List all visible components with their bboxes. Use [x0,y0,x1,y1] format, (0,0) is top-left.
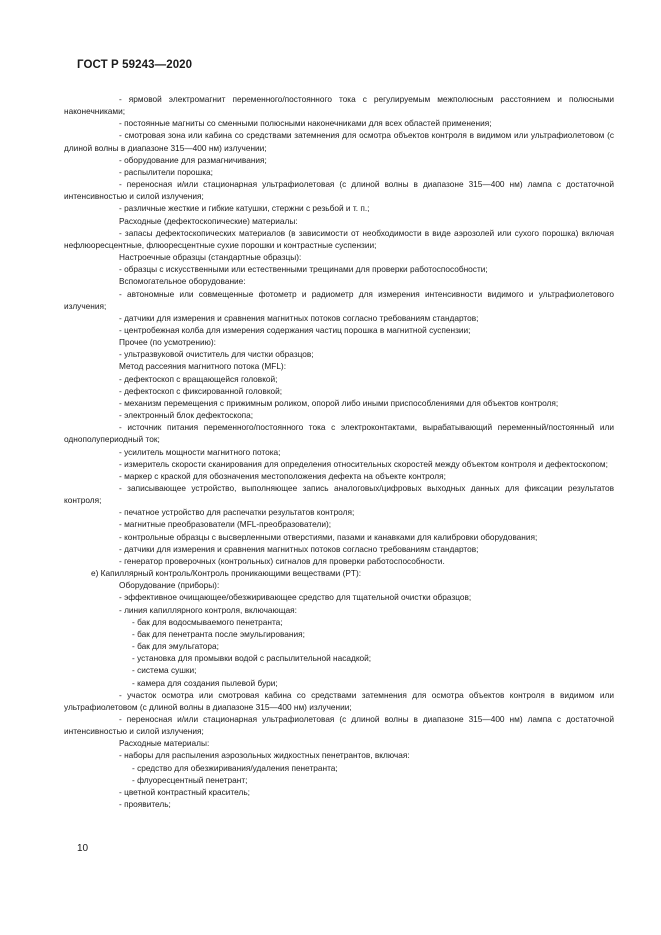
document-paragraph: - наборы для распыления аэрозольных жидкостных пенетрантов, включая: [119,750,410,761]
document-paragraph: - флуоресцентный пенетрант; [132,774,248,785]
document-paragraph: - источник питания переменного/постоянного тока с электроконтактами, вырабатывающий переменный/постоянный или однополупериодный ток; [64,422,614,445]
document-paragraph: - датчики для измерения и сравнения магнитных потоков согласно требованиям стандартов; [119,543,479,554]
document-paragraph: Настроечные образцы (стандартные образцы): [119,252,302,263]
document-paragraph: - распылители порошка; [119,166,213,177]
document-paragraph: - бак для пенетранта после эмульгирования; [132,628,305,639]
document-paragraph: - датчики для измерения и сравнения магнитных потоков согласно требованиям стандартов; [119,312,479,323]
document-paragraph: - контрольные образцы с высверленными отверстиями, пазами и канавками для калибровки оборудования; [119,531,538,542]
document-paragraph: - механизм перемещения с прижимным роликом, опорой либо иными приспособлениями для объектов контроля; [119,397,559,408]
document-paragraph: Метод рассеяния магнитного потока (MFL): [119,361,286,372]
document-paragraph: е) Капиллярный контроль/Контроль проникающими веществами (PT): [91,568,362,579]
document-paragraph: - линия капиллярного контроля, включающая: [119,604,297,615]
document-paragraph: - записывающее устройство, выполняющее запись аналоговых/цифровых выходных данных для фиксации результатов контроля; [64,483,614,506]
document-paragraph: - проявитель; [119,799,171,810]
document-paragraph: Вспомогательное оборудование: [119,276,246,287]
document-paragraph: - усилитель мощности магнитного потока; [119,446,281,457]
document-paragraph: - оборудование для размагничивания; [119,154,267,165]
page-number: 10 [77,843,89,854]
document-paragraph: - автономные или совмещенные фотометр и радиометр для измерения интенсивности видимого и ультрафиолетового излучения; [64,288,614,311]
document-paragraph: - бак для водосмываемого пенетранта; [132,616,283,627]
document-paragraph: - ярмовой электромагнит переменного/постоянного тока с регулируемым межполюсным расстоянием и полюсными наконечниками; [64,94,614,117]
document-paragraph: - эффективное очищающее/обезжиривающее средство для тщательной очистки образцов; [119,592,472,603]
document-paragraph: - различные жесткие и гибкие катушки, стержни с резьбой и т. п.; [119,203,370,214]
document-paragraph: - участок осмотра или смотровая кабина со средствами затемнения для осмотра объектов контроля в видимом или ультрафиолетовом (с длиной волны в диапазоне 315—400 нм) излучении; [64,689,614,712]
document-paragraph: - бак для эмульгатора; [132,641,219,652]
document-paragraph: - дефектоскоп с вращающейся головкой; [119,373,278,384]
document-paragraph: - запасы дефектоскопических материалов (в зависимости от необходимости в виде аэрозолей или сухого порошка) включая нефлюоресцентные, флюоресцентные сухие порошки и контрастные суспензии; [64,227,614,250]
document-paragraph: Расходные (дефектоскопические) материалы: [119,215,298,226]
document-paragraph: - средство для обезжиривания/удаления пенетранта; [132,762,338,773]
document-paragraph: Оборудование (приборы): [119,580,220,591]
document-paragraph: - постоянные магниты со сменными полюсными наконечниками для всех областей применения; [119,118,492,129]
document-paragraph: - система сушки; [132,665,197,676]
document-paragraph: - камера для создания пылевой бури; [132,677,278,688]
document-paragraph: - магнитные преобразователи (MFL-преобразователи); [119,519,332,530]
document-paragraph: - установка для промывки водой с распылительной насадкой; [132,653,372,664]
document-paragraph: - маркер с краской для обозначения местоположения дефекта на объекте контроля; [119,470,446,481]
document-paragraph: - цветной контрастный краситель; [119,786,250,797]
document-header-title: ГОСТ Р 59243—2020 [77,59,193,71]
document-paragraph: - образцы с искусственными или естественными трещинами для проверки работоспособности; [119,264,488,275]
document-paragraph: - печатное устройство для распечатки результатов контроля; [119,507,355,518]
document-paragraph: Прочее (по усмотрению): [119,337,216,348]
document-paragraph: Расходные материалы: [119,738,210,749]
document-paragraph: - смотровая зона или кабина со средствами затемнения для осмотра объектов контроля в видимом или ультрафиолетовом (с длиной волны в диапазоне 315—400 нм) излучении; [64,130,614,153]
document-paragraph: - центробежная колба для измерения содержания частиц порошка в магнитной суспензии; [119,324,471,335]
document-paragraph: - измеритель скорости сканирования для определения относительных скоростей между объектом контроля и дефектоскопом; [119,458,608,469]
document-paragraph: - электронный блок дефектоскопа; [119,410,254,421]
document-paragraph: - дефектоскоп с фиксированной головкой; [119,385,283,396]
document-paragraph: - ультразвуковой очиститель для чистки образцов; [119,349,314,360]
document-body [64,93,614,810]
document-paragraph: - переносная и/или стационарная ультрафиолетовая (с длиной волны в диапазоне 315—400 нм) лампа с достаточной интенсивностью и силой излучения; [64,179,614,202]
document-paragraph: - генератор проверочных (контрольных) сигналов для проверки работоспособности. [119,555,445,566]
document-paragraph: - переносная и/или стационарная ультрафиолетовая (с длиной волны в диапазоне 315—400 нм) лампа с достаточной интенсивностью и силой излучения; [64,713,614,737]
